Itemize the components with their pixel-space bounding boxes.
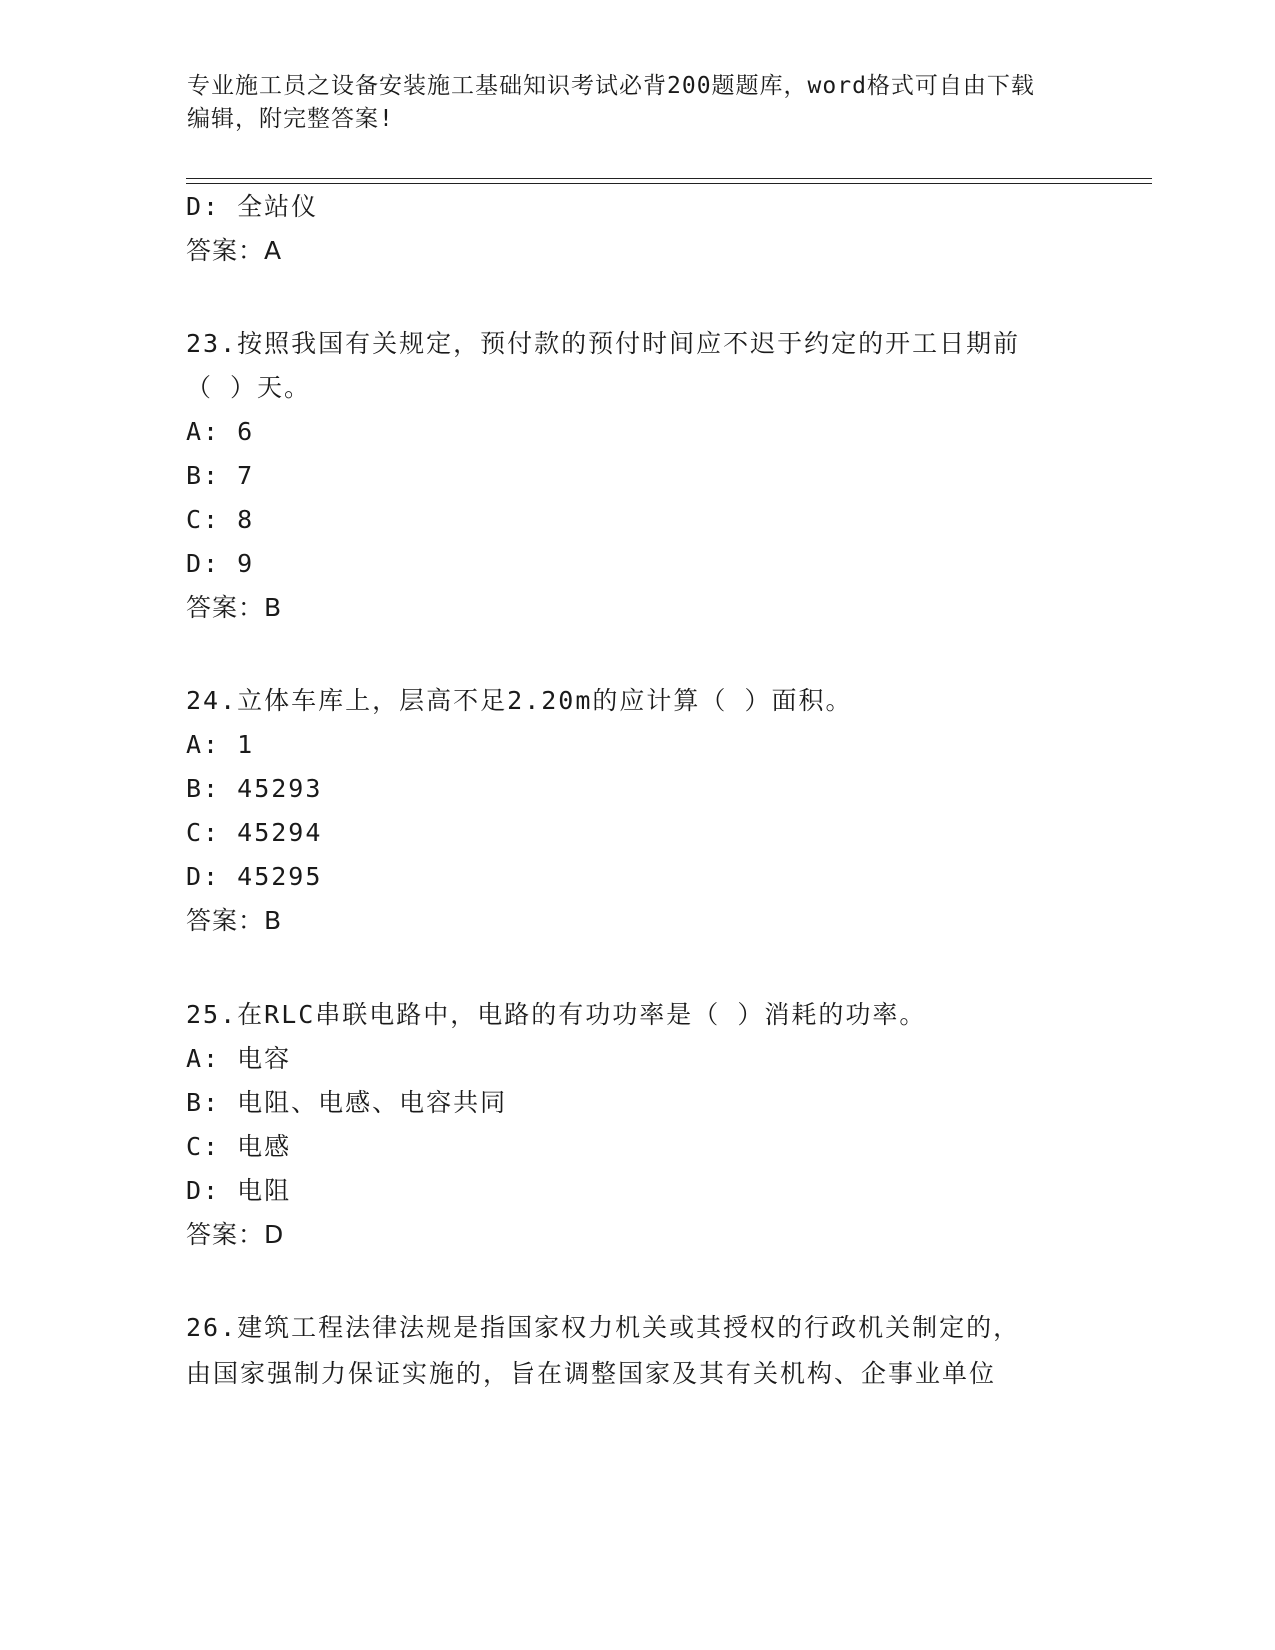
q24-stem: 24.立体车库上，层高不足2.20m的应计算（ ）面积。 — [186, 686, 853, 715]
q23-option-b: B: 7 — [186, 461, 255, 490]
q23-option-a: A: 6 — [186, 417, 255, 446]
q25-option-d: D: 电阻 — [186, 1176, 292, 1205]
q25-option-c: C: 电感 — [186, 1132, 292, 1161]
q25-answer: 答案：D — [186, 1220, 285, 1249]
q26-stem-line-2: 由国家强制力保证实施的，旨在调整国家及其有关机构、企事业单位 — [186, 1359, 997, 1388]
q23-answer: 答案：B — [186, 593, 283, 622]
header-divider-bottom — [186, 183, 1152, 184]
header-divider-top — [186, 178, 1152, 179]
q23-option-c: C: 8 — [186, 505, 255, 534]
q23-option-d: D: 9 — [186, 549, 255, 578]
q23-stem-line-1: 23.按照我国有关规定，预付款的预付时间应不迟于约定的开工日期前 — [186, 329, 1021, 358]
q22-option-d: D: 全站仪 — [186, 192, 319, 221]
q22-answer: 答案：A — [186, 236, 283, 265]
q24-option-b: B: 45293 — [186, 774, 323, 803]
q24-option-d: D: 45295 — [186, 862, 323, 891]
document-header — [187, 70, 1067, 136]
header-line-2: 编辑，附完整答案! — [187, 106, 394, 132]
q24-answer: 答案：B — [186, 906, 283, 935]
q25-stem: 25.在RLC串联电路中，电路的有功功率是（ ）消耗的功率。 — [186, 1000, 927, 1029]
q24-option-a: A: 1 — [186, 730, 255, 759]
q25-option-a: A: 电容 — [186, 1044, 292, 1073]
q23-stem-line-2: （ ）天。 — [186, 373, 312, 402]
q24-option-c: C: 45294 — [186, 818, 323, 847]
header-line-1: 专业施工员之设备安装施工基础知识考试必背200题题库，word格式可自由下载 — [187, 73, 1035, 99]
q25-option-b: B: 电阻、电感、电容共同 — [186, 1088, 508, 1117]
q26-stem-line-1: 26.建筑工程法律法规是指国家权力机关或其授权的行政机关制定的， — [186, 1313, 1021, 1342]
